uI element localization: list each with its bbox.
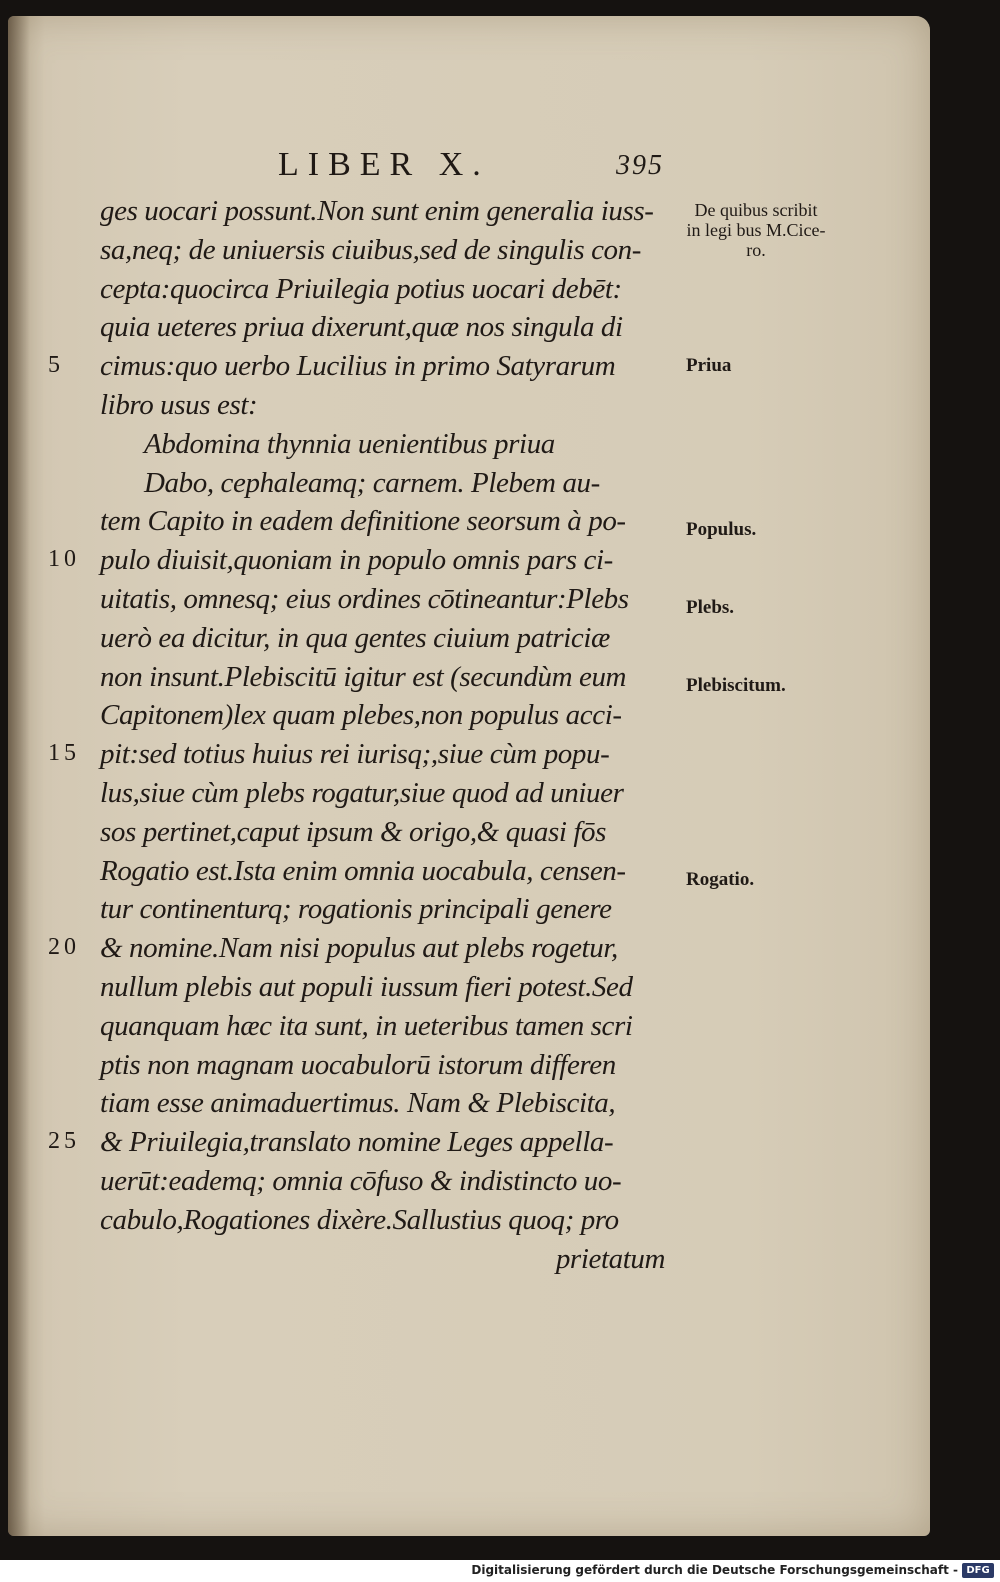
page-number: 395 — [616, 150, 664, 181]
text-line: uerūt:eademq; omnia cōfuso & indistincto uo- — [100, 1164, 622, 1197]
text-line: cepta:quocirca Priuilegia potius uocari debēt: — [100, 272, 622, 305]
text-line: tiam esse animaduertimus. Nam & Plebiscita, — [100, 1087, 616, 1120]
running-title: LIBER X. — [278, 146, 490, 183]
text-line: cabulo,Rogationes dixère.Sallustius quoq; pro — [100, 1203, 619, 1236]
marginal-note: Populus. — [686, 519, 757, 540]
book-page — [8, 16, 930, 1536]
line-number: 10 — [48, 546, 80, 572]
text-line: Rogatio est.Ista enim omnia uocabula, censen- — [100, 854, 626, 887]
dfg-logo: DFG — [962, 1563, 994, 1578]
text-line: quia ueteres priua dixerunt,quæ nos singula di — [100, 311, 623, 344]
verse-line: Dabo, cephaleamq; carnem. Plebem au- — [144, 466, 600, 499]
text-line: Capitonem)lex quam plebes,non populus acci- — [100, 699, 622, 732]
line-number: 20 — [48, 934, 80, 960]
text-line: pulo diuisit,quoniam in populo omnis pars ci- — [100, 544, 613, 577]
line-number: 5 — [48, 352, 64, 378]
text-line: libro usus est: — [100, 388, 258, 421]
text-line: uerò ea dicitur, in qua gentes ciuium patriciæ — [100, 621, 610, 654]
catchword: prietatum — [555, 1242, 665, 1275]
marginal-note: De quibus scribit in legi bus M.Cice- ro. — [686, 200, 826, 260]
credit-text: Digitalisierung gefördert durch die Deutsche Forschungsgemeinschaft - — [471, 1563, 958, 1577]
text-line: & Priuilegia,translato nomine Leges appella- — [100, 1126, 614, 1159]
line-number: 25 — [48, 1128, 80, 1154]
text-line: uitatis, omnesq; eius ordines cōtineantur:Plebs — [100, 582, 629, 615]
main-text — [100, 192, 685, 1278]
text-line: non insunt.Plebiscitū igitur est (secundùm eum — [100, 660, 627, 693]
text-line: ptis non magnam uocabulorū istorum differen — [100, 1048, 616, 1081]
verse-line: Abdomina thynnia uenientibus priua — [144, 427, 555, 460]
page-header — [8, 146, 930, 186]
marginal-note: Plebs. — [686, 597, 735, 618]
text-line: pit:sed totius huius rei iurisq;,siue cùm popu- — [100, 738, 610, 771]
text-line: tur continenturq; rogationis principali genere — [100, 893, 612, 926]
text-line: tem Capito in eadem definitione seorsum à po- — [100, 505, 626, 538]
marginal-note: Priua — [686, 355, 732, 376]
text-line: ges uocari possunt.Non sunt enim generalia iuss- — [100, 195, 654, 227]
text-line: cimus:quo uerbo Lucilius in primo Satyrarum — [100, 350, 616, 383]
text-line: & nomine.Nam nisi populus aut plebs rogetur, — [100, 932, 618, 965]
line-number: 15 — [48, 740, 80, 766]
text-line: lus,siue cùm plebs rogatur,siue quod ad uniuer — [100, 776, 624, 809]
marginal-note: Rogatio. — [686, 869, 755, 890]
digitization-credit-bar — [0, 1560, 1000, 1582]
marginal-note: Plebiscitum. — [686, 675, 786, 696]
page-gutter-shadow — [8, 16, 30, 1536]
text-line: nullum plebis aut populi iussum fieri potest.Sed — [100, 970, 633, 1003]
text-line: quanquam hæc ita sunt, in ueteribus tamen scri — [100, 1009, 633, 1042]
text-line: sos pertinet,caput ipsum & origo,& quasi fōs — [100, 815, 607, 848]
text-line: sa,neq; de uniuersis ciuibus,sed de singulis con- — [100, 233, 642, 266]
